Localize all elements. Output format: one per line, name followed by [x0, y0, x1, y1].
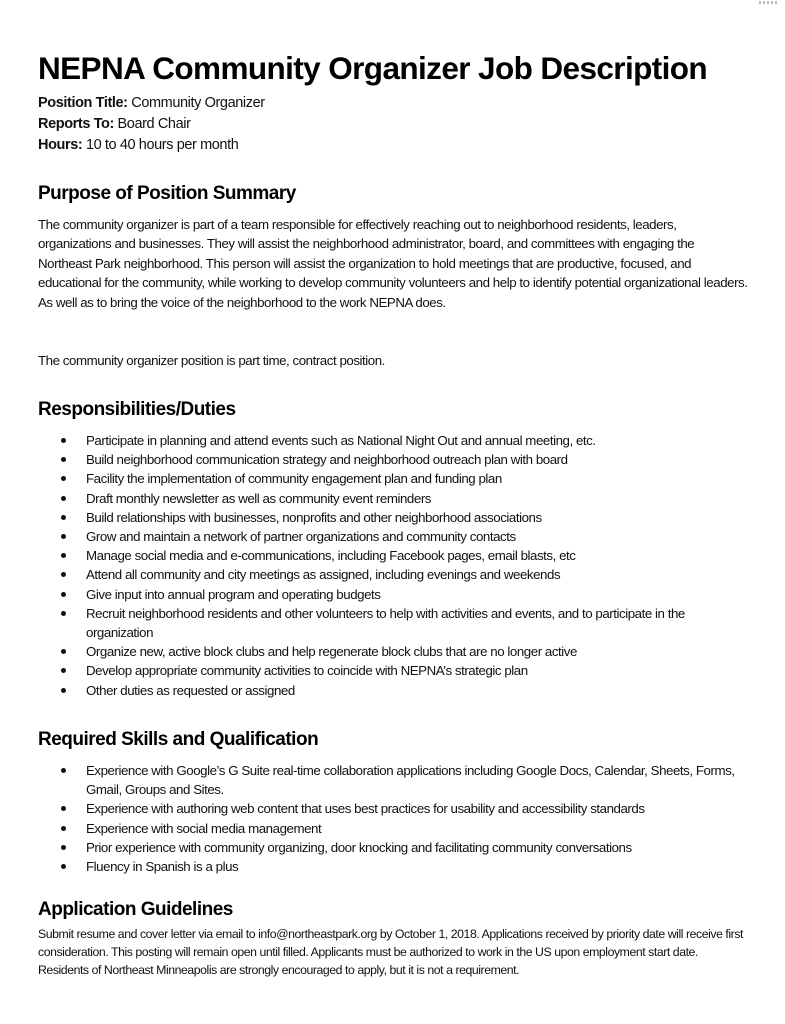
meta-value: 10 to 40 hours per month	[85, 137, 239, 153]
purpose-paragraph: The community organizer is part of a team responsible for effectively reaching out to neighborhood residents, leaders, organizations and businesses. They will assist the neighborhood administrator, board, and committees with engaging the Northeast Park neighborhood. This person will assist the organization to hold meetings that are productive, focused, and educational for the community, while working to develop community volunteers and help to identify potential organizational leaders. As well as to bring the voice of the neighborhood to the work NEPNA does.	[38, 217, 748, 310]
list-item: Experience with authoring web content that uses best practices for usability and accessibility standards	[38, 799, 736, 818]
list-item: Participate in planning and attend events such as National Night Out and annual meeting, etc.	[38, 431, 736, 450]
bullet-icon	[61, 572, 66, 577]
bullet-icon	[61, 688, 66, 693]
list-item: Draft monthly newsletter as well as community event reminders	[38, 489, 736, 508]
meta-hours	[38, 135, 265, 156]
bullet-icon	[61, 438, 66, 443]
application-heading: Application Guidelines	[38, 899, 233, 920]
list-item: Recruit neighborhood residents and other volunteers to help with activities and events, and to participate in the organization	[38, 604, 736, 642]
bullet-icon	[61, 768, 66, 773]
meta-reports-to	[38, 114, 265, 135]
bullet-icon	[61, 806, 66, 811]
responsibilities-heading: Responsibilities/Duties	[38, 399, 236, 420]
bullet-icon	[61, 496, 66, 501]
meta-position-title	[38, 93, 265, 114]
bullet-icon	[61, 457, 66, 462]
bullet-icon	[61, 649, 66, 654]
employment-type-paragraph: The community organizer position is part time, contract position.	[38, 353, 385, 368]
meta-label: Reports To:	[38, 116, 114, 132]
bullet-icon	[61, 668, 66, 673]
list-item: Experience with Google’s G Suite real-time collaboration applications including Google Docs, Calendar, Sheets, Forms, Gmail, Groups and Sites.	[38, 761, 736, 799]
meta-value: Board Chair	[117, 116, 191, 132]
list-item: Organize new, active block clubs and help regenerate block clubs that are no longer active	[38, 642, 736, 661]
bullet-icon	[61, 826, 66, 831]
bullet-icon	[61, 553, 66, 558]
list-item: Facility the implementation of community engagement plan and funding plan	[38, 469, 736, 488]
list-item: Grow and maintain a network of partner organizations and community contacts	[38, 527, 736, 546]
list-item: Develop appropriate community activities to coincide with NEPNA’s strategic plan	[38, 661, 736, 680]
list-item: Manage social media and e-communications, including Facebook pages, email blasts, etc	[38, 546, 736, 565]
document-title: NEPNA Community Organizer Job Description	[38, 50, 708, 86]
list-item: Build neighborhood communication strategy and neighborhood outreach plan with board	[38, 450, 736, 469]
position-meta	[38, 93, 265, 156]
bullet-icon	[61, 476, 66, 481]
bullet-icon	[61, 515, 66, 520]
bullet-icon	[61, 845, 66, 850]
responsibilities-list	[38, 431, 736, 700]
list-item: Other duties as requested or assigned	[38, 681, 736, 700]
list-item: Attend all community and city meetings as assigned, including evenings and weekends	[38, 565, 736, 584]
application-paragraph: Submit resume and cover letter via email to info@northeastpark.org by October 1, 2018. Applications received by priority date will receive first consideration. This posting will remain open until filled. Applicants must be authorized to work in the US upon employment start date. Residents of Northeast Minneapolis are strongly encouraged to apply, but it is not a requirement.	[38, 927, 743, 977]
skills-list	[38, 761, 736, 876]
list-item: Build relationships with businesses, nonprofits and other neighborhood associations	[38, 508, 736, 527]
meta-label: Position Title:	[38, 95, 128, 111]
scan-artifact	[759, 1, 777, 4]
list-item: Experience with social media management	[38, 819, 736, 838]
bullet-icon	[61, 611, 66, 616]
meta-value: Community Organizer	[131, 95, 265, 111]
meta-label: Hours:	[38, 137, 83, 153]
list-item: Prior experience with community organizing, door knocking and facilitating community conversations	[38, 838, 736, 857]
bullet-icon	[61, 864, 66, 869]
skills-heading: Required Skills and Qualification	[38, 729, 319, 750]
bullet-icon	[61, 592, 66, 597]
purpose-heading: Purpose of Position Summary	[38, 183, 296, 204]
list-item: Fluency in Spanish is a plus	[38, 857, 736, 876]
list-item: Give input into annual program and operating budgets	[38, 585, 736, 604]
bullet-icon	[61, 534, 66, 539]
